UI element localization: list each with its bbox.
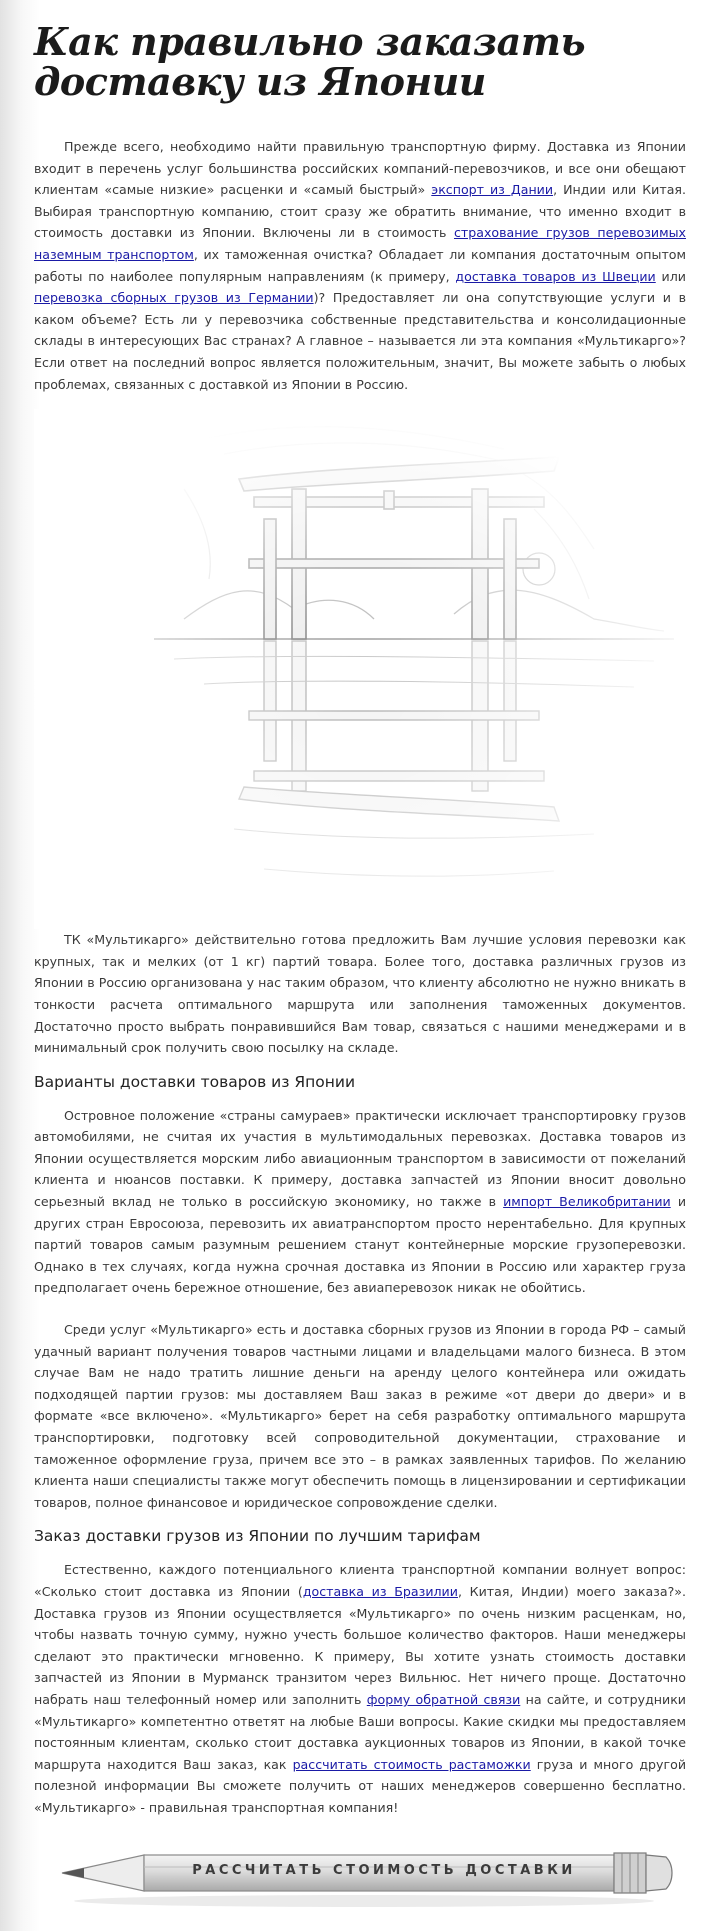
text-span: и других стран Евросоюза, перевозить их авиатранспортом просто нерентабельно. Для крупных партий товаров самым разумным решением станут контейнерные морские грузоперевозки. Однако в тех случаях, когда нужна срочная доставка из Японии в Россию или характер груза предполагает очень бережное отношение, без авиаперевозок никак не обойтись. — [34, 1194, 686, 1296]
link-delivery-brazil[interactable]: доставка из Бразилии — [302, 1583, 458, 1599]
text-span: на сайте, и сотрудники «Мультикарго» компетентно ответят на любые Ваши вопросы. Какие скидки мы предоставляем постоянным клиентам, сколько стоит доставка аукционных товаров из Японии, в какой точке маршрута находится Ваш заказ, как — [34, 1691, 686, 1772]
text-span: , Индии или Китая. Выбирая транспортную компанию, стоит сразу же обратить внимание, что именно входит в стоимость доставки из Японии. Включены ли в стоимость — [34, 182, 686, 241]
text-span: или — [655, 268, 686, 284]
text-span: , Китая, Индии) моего заказа?». Доставка грузов из Японии осуществляется «Мультикарго» по очень низким расценкам, но, чтобы назвать точную сумму, нужно учесть большое количество факторов. Наши менеджеры сделают это практически мгновенно. К примеру, Вы хотите узнать стоимость доставки запчастей из Японии в Мурманск транзитом через Вильнюс. Нет ничего проще. Достаточно набрать наш телефонный номер или заполнить — [34, 1583, 686, 1707]
text-span: Естественно, каждого потенциального клиента транспортной компании волнует вопрос: «Сколько стоит доставка из Японии ( — [34, 1562, 686, 1599]
multicargo-offer-paragraph: ТК «Мультикарго» действительно готова предложить Вам лучшие условия перевозки как крупных, так и мелких (от 1 кг) партий товара. Более того, доставка различных грузов из Японии в Россию организована у нас таким образом, что клиенту абсолютно не нужно вникать в тонкости расчета оптимального маршрута или заполнения таможенных документов. Достаточно просто выбрать понравившийся Вам товар, связаться с нашими менеджерами и в минимальный срок получить свою посылку на складе. — [34, 932, 686, 1056]
torii-gate-illustration — [34, 409, 686, 929]
text-span: груза и много другой полезной информации Вы сможете получить от наших менеджеров совершенно бесплатно. «Мультикарго» - правильная транспортная компания! — [34, 1756, 687, 1815]
link-customs-calc[interactable]: рассчитать стоимость растаможки — [292, 1756, 531, 1772]
link-groupage-germany[interactable]: перевозка сборных грузов из Германии — [34, 290, 314, 306]
intro-paragraph — [34, 136, 686, 395]
island-delivery-paragraph — [34, 1105, 686, 1299]
article — [34, 0, 686, 1911]
link-cargo-insurance[interactable]: страхование грузов перевозимых наземным транспортом — [34, 225, 686, 262]
calculate-cost-button[interactable] — [34, 1841, 686, 1911]
text-span: , их таможенная очистка? Обладает ли компания достаточным опытом работы по наиболее популярным направлениям (к примеру, — [34, 246, 686, 284]
groupage-paragraph: Среди услуг «Мультикарго» есть и доставка сборных грузов из Японии в города РФ – самый удачный вариант получения товаров частными лицами и владельцами малого бизнеса. В этом случае Вам не надо тратить лишние деньги на аренду целого контейнера или ожидать подходящей партии грузов: мы доставляем Ваш заказ в режиме «от двери до двери» и в формате «все включено». «Мультикарго» берет на себя разработку оптимального маршрута транспортировки, подготовку всей сопроводительной документации, страхование и таможенное оформление груза, причем все это – в рамках заявленных тарифов. По желанию клиента наши специалисты также могут обеспечить помощь в лицензировании и сертификации товаров, полное финансовое и юридическое сопровождение сделки. — [34, 1322, 686, 1510]
link-delivery-sweden[interactable]: доставка товаров из Швеции — [455, 268, 656, 284]
link-feedback-form[interactable]: форму обратной связи — [366, 1691, 521, 1707]
link-export-denmark[interactable]: экспорт из Дании — [431, 182, 554, 198]
section-heading-delivery-options: Варианты доставки товаров из Японии — [34, 1072, 356, 1091]
text-span: )? Предоставляет ли она сопутствующие услуги и в каком объеме? Есть ли у перевозчика собственные представительства и консолидационные склады в интересующих Вас странах? А главное – называется ли эта компания «Мультикарго»? Если ответ на последний вопрос является положительным, значит, Вы можете забыть о любых проблемах, связанных с доставкой из Японии в Россию. — [34, 290, 686, 392]
calculate-cost-label[interactable]: РАССЧИТАТЬ СТОИМОСТЬ ДОСТАВКИ — [192, 1862, 576, 1878]
pricing-paragraph — [34, 1559, 686, 1818]
text-span: Островное положение «страны самураев» практически исключает транспортировку грузов автомобилями, не считая их участия в мультимодальных перевозках. Доставка товаров из Японии осуществляется морским либо авиационным транспортом в зависимости от пожеланий клиента и нюансов поставки. К примеру, доставка запчастей из Японии вносит довольно серьезный вклад не только в российскую экономику, но также в — [34, 1107, 686, 1210]
torii-gate-icon — [34, 409, 686, 929]
page-title: Как правильно заказать доставку из Японии — [34, 19, 586, 104]
section-heading-best-rates: Заказ доставки грузов из Японии по лучшим тарифам — [34, 1527, 481, 1546]
paragraph-gap — [34, 1299, 686, 1319]
text-span: Прежде всего, необходимо найти правильную транспортную фирму. Доставка из Японии входит в перечень услуг большинства российских компаний-перевозчиков, и все они обещают клиентам «самые низкие» расценки и «самый быстрый» — [34, 139, 686, 198]
link-import-uk[interactable]: импорт Великобритании — [503, 1194, 671, 1210]
